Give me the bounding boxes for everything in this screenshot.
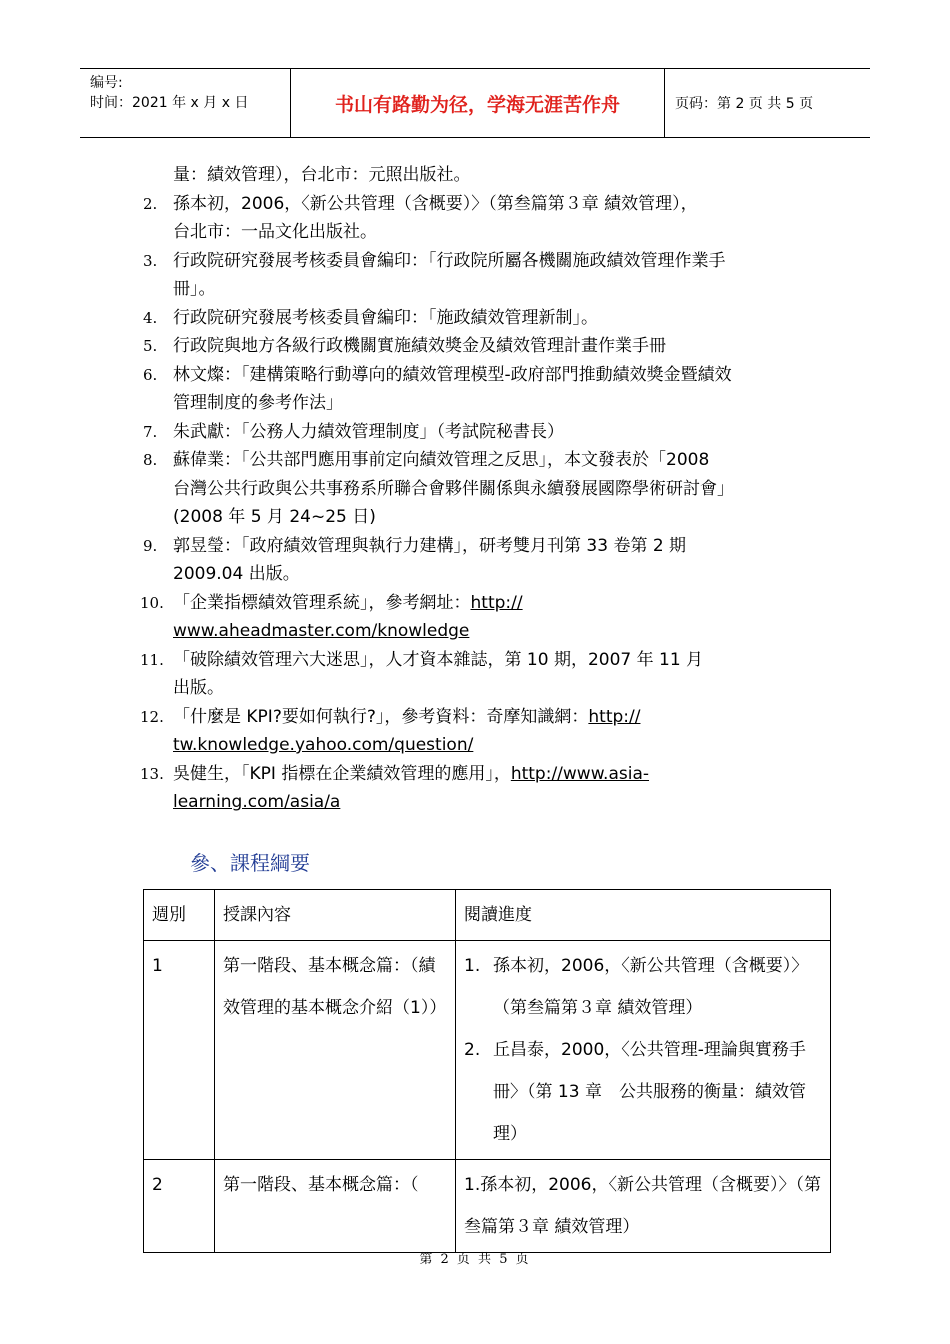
- reference-text: 行政院研究發展考核委員會編印：「施政績效管理新制」。: [173, 307, 598, 328]
- reference-number: 7.: [143, 422, 158, 441]
- reference-number: 3.: [143, 251, 158, 270]
- reference-text: 台北市：一品文化出版社。: [173, 222, 377, 242]
- reference-link[interactable]: tw.knowledge.yahoo.com/question/: [173, 735, 474, 755]
- page-header: [80, 68, 870, 138]
- reference-item: [140, 760, 830, 817]
- reference-item: [140, 646, 830, 703]
- week-cell: 2: [144, 1160, 215, 1253]
- reference-item: [140, 361, 830, 418]
- reference-text: 林文燦：「建構策略行動導向的績效管理模型-政府部門推動績效獎金暨績效: [173, 364, 732, 385]
- reference-text: 「企業指標績效管理系統」，參考網址：: [173, 592, 471, 613]
- reference-item: [140, 161, 830, 190]
- reference-item: [140, 703, 830, 760]
- reading-item-number: 2.: [464, 1040, 481, 1060]
- reference-text: 吳健生，「KPI 指標在企業績效管理的應用」，: [173, 763, 511, 784]
- reference-item: [140, 190, 830, 247]
- reading-item-text: 孫本初，2006，〈新公共管理（含概要）〉（第叁篇第３章 績效管理）: [493, 956, 809, 1018]
- header-page-number: 页码：第 2 页 共 5 页: [675, 96, 814, 112]
- header-reading: 閱讀進度: [456, 890, 831, 941]
- reference-item: [140, 589, 830, 646]
- reading-cell: 1.孫本初，2006，〈新公共管理（含概要）〉（第叁篇第３章 績效管理）: [456, 1160, 831, 1253]
- header-motto: 书山有路勤为径，学海无涯苦作舟: [290, 69, 665, 137]
- reference-text: 朱武獻：「公務人力績效管理制度」（考試院秘書長）: [173, 421, 564, 442]
- reference-number: 11.: [140, 650, 164, 669]
- reference-number: 10.: [140, 593, 164, 612]
- doc-number-label: 编号:: [90, 75, 123, 91]
- header-meta: [80, 69, 290, 137]
- reference-text: 蘇偉業：「公共部門應用事前定向績效管理之反思」，本文發表於「2008: [173, 450, 710, 470]
- table-header-row: [144, 890, 831, 941]
- reference-link[interactable]: learning.com/asia/a: [173, 792, 341, 812]
- reference-text: 行政院與地方各級行政機關實施績效獎金及績效管理計畫作業手冊: [173, 336, 666, 356]
- reference-item: [140, 332, 830, 361]
- table-row: [144, 941, 831, 1160]
- reference-link[interactable]: http://: [470, 592, 523, 613]
- reading-cell: [456, 941, 831, 1160]
- content-cell: 第一階段、基本概念篇：（績效管理的基本概念介紹（1））: [215, 941, 456, 1160]
- reading-item-text: 丘昌泰，2000，〈公共管理-理論與實務手冊〉（第 13 章 公共服務的衡量：績效管理）: [493, 1040, 806, 1144]
- reference-list: [140, 161, 830, 817]
- reference-text: 「破除績效管理六大迷思」，人才資本雜誌，第 10 期，2007 年 11 月: [173, 649, 704, 670]
- reference-number: 13.: [140, 764, 164, 783]
- reference-link[interactable]: http://www.asia-: [510, 763, 650, 784]
- reading-item-number: 1.: [464, 956, 481, 976]
- reference-number: 4.: [143, 308, 158, 327]
- header-week: 週別: [144, 890, 215, 941]
- reference-link[interactable]: http://: [588, 706, 641, 727]
- reference-text: 行政院研究發展考核委員會編印：「行政院所屬各機關施政績效管理作業手: [173, 250, 726, 271]
- reference-text: (2008 年 5 月 24~25 日): [173, 507, 376, 527]
- reference-link[interactable]: www.aheadmaster.com/knowledge: [173, 621, 470, 641]
- reference-text: 台灣公共行政與公共事務系所聯合會夥伴關係與永續發展國際學術研討會」: [173, 478, 734, 499]
- reference-item: [140, 446, 830, 532]
- page-footer: 第 2 页 共 5 页: [419, 1252, 531, 1267]
- reference-number: 9.: [143, 536, 158, 555]
- table-row: [144, 1160, 831, 1253]
- week-cell: 1: [144, 941, 215, 1160]
- syllabus-table: [143, 889, 831, 1253]
- reference-text: 冊」。: [173, 279, 216, 299]
- reference-item: [140, 247, 830, 304]
- reference-text: 「什麼是 KPI?要如何執行?」，參考資料：奇摩知識網：: [173, 706, 589, 727]
- reading-item: [464, 1029, 822, 1155]
- doc-date: 时间：2021 年 x 月 x 日: [90, 95, 249, 111]
- reference-text: 管理制度的參考作法」: [173, 393, 343, 413]
- reference-item: [140, 532, 830, 589]
- reference-number: 8.: [143, 451, 158, 469]
- reference-text: 出版。: [173, 678, 224, 698]
- reference-number: 2.: [143, 194, 158, 213]
- reading-item: [464, 945, 822, 1029]
- reference-number: 12.: [140, 707, 164, 726]
- reference-text: 郭昱瑩：「政府績效管理與執行力建構」，研考雙月刊第 33 卷第 2 期: [173, 535, 687, 556]
- reference-item: [140, 418, 830, 447]
- header-content: 授課內容: [215, 890, 456, 941]
- content-cell: 第一階段、基本概念篇：（: [215, 1160, 456, 1253]
- reference-text: 量：績效管理），台北市：元照出版社。: [173, 165, 471, 185]
- reference-number: 6.: [143, 365, 158, 384]
- reference-number: 5.: [143, 337, 158, 355]
- reference-text: 2009.04 出版。: [173, 564, 300, 584]
- section-title: 參、課程綱要: [190, 851, 310, 875]
- reference-text: 孫本初，2006，〈新公共管理（含概要）〉（第叁篇第３章 績效管理），: [173, 193, 698, 214]
- reference-item: [140, 304, 830, 333]
